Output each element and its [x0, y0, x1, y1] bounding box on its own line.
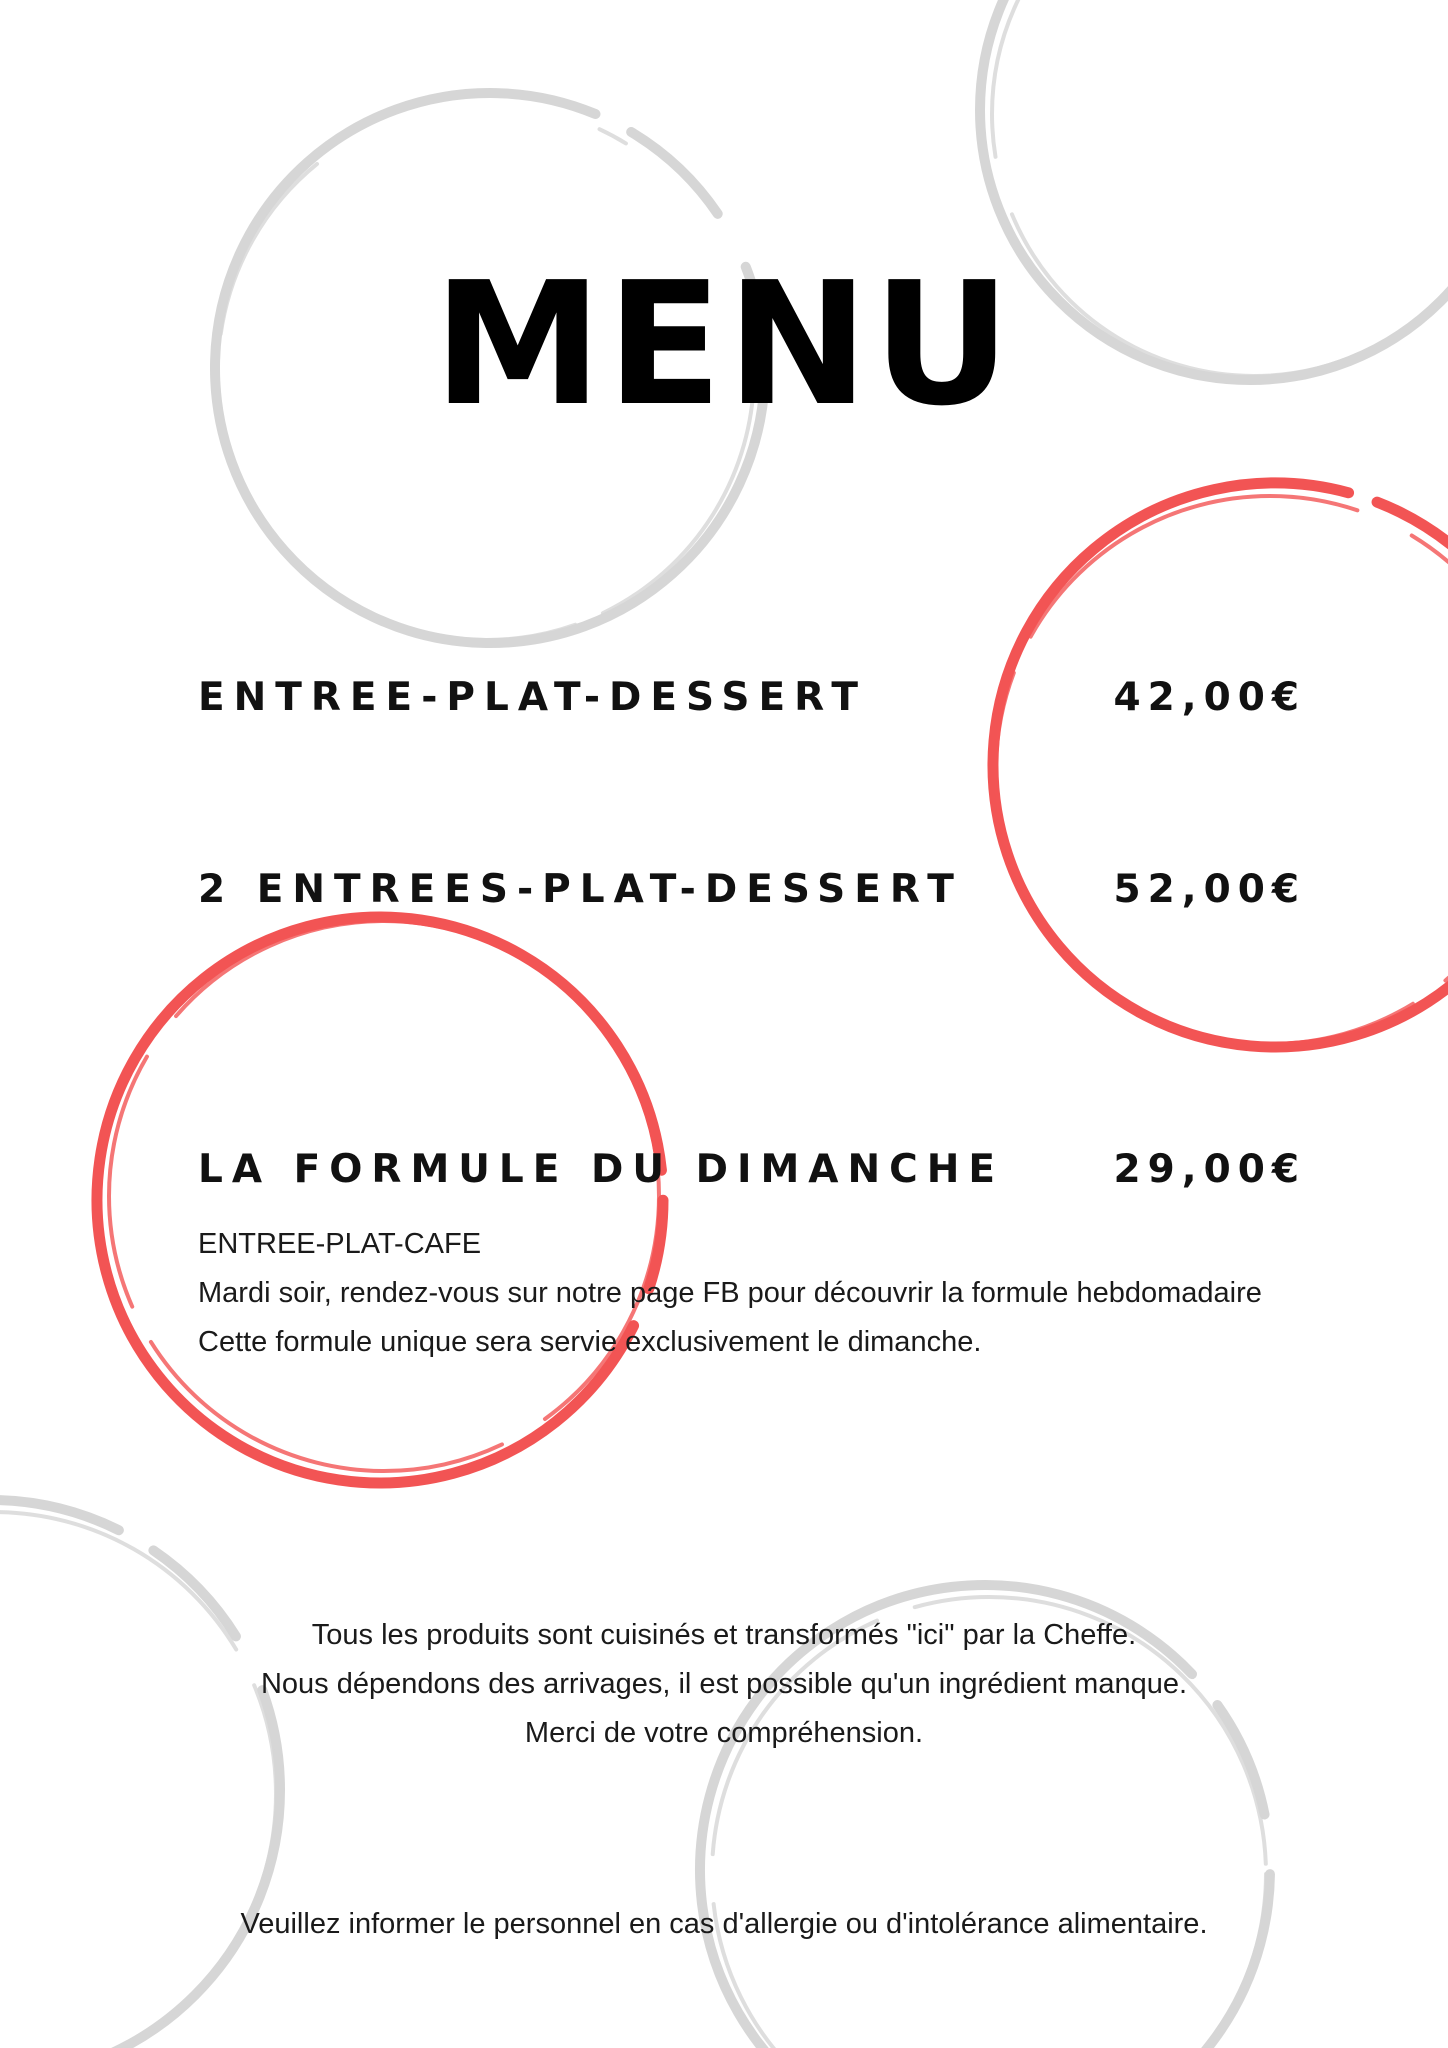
footer-note: Tous les produits sont cuisinés et transformés "ici" par la Cheffe. [311, 1619, 1137, 1651]
page-title: MENU [433, 246, 1015, 444]
grey-ring-bottom-left [0, 1500, 280, 2048]
menu-item-price: 42,00€ [1113, 675, 1306, 720]
menu-item-name: LA FORMULE DU DIMANCHE [198, 1147, 1005, 1192]
sunday-formula-info: Mardi soir, rendez-vous sur notre page FB pour découvrir la formule hebdomadaire [198, 1277, 1262, 1309]
grey-ring-bottom-center [636, 1521, 1334, 2048]
red-ring-right [878, 368, 1448, 1163]
footer-note: Nous dépendons des arrivages, il est possible qu'un ingrédient manque. [260, 1668, 1188, 1700]
menu-item-name: ENTREE-PLAT-DESSERT [198, 675, 867, 720]
menu-item-price: 29,00€ [1113, 1147, 1306, 1192]
allergy-notice: Veuillez informer le personnel en cas d'allergie ou d'intolérance alimentaire. [240, 1908, 1208, 1940]
red-ring-left [0, 813, 767, 1586]
footer-note: Merci de votre compréhension. [524, 1717, 924, 1749]
menu-item-name: 2 ENTREES-PLAT-DESSERT [198, 867, 963, 912]
menu-item-price: 52,00€ [1113, 867, 1306, 912]
sunday-formula-contents: ENTREE-PLAT-CAFE [198, 1228, 482, 1260]
sunday-formula-info: Cette formule unique sera servie exclusivement le dimanche. [198, 1326, 982, 1358]
